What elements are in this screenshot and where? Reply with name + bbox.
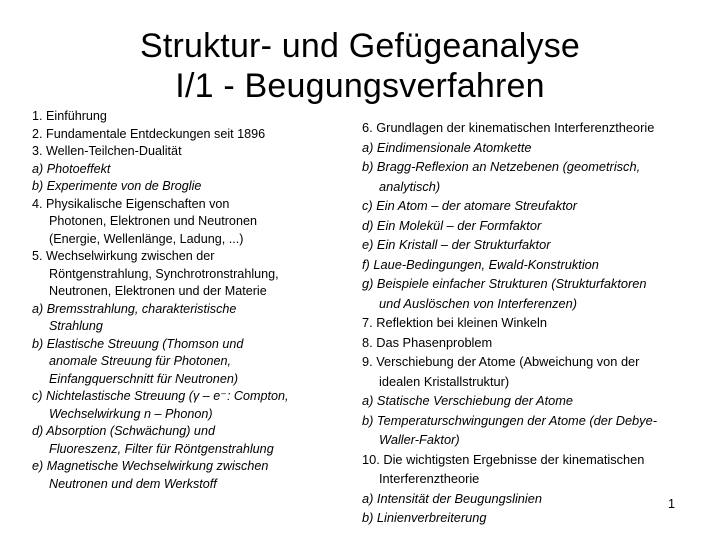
right-outline-column [362, 118, 702, 528]
outline-item-text: a) Photoeffekt [32, 161, 111, 176]
outline-item-text: 3. Wellen-Teilchen-Dualität [32, 144, 182, 158]
outline-item-text: c) Ein Atom – der atomare Streufaktor [362, 198, 578, 213]
outline-item-text: c) Nichtelastische Streuung (γ – e⁻: Compton, [32, 389, 289, 403]
outline-item [32, 143, 332, 161]
outline-item-text: 6. Grundlagen der kinematischen Interferenztheorie [362, 120, 655, 135]
outline-item [32, 196, 332, 249]
outline-item-text: b) Experimente von de Broglie [32, 179, 202, 193]
outline-item [362, 489, 702, 509]
outline-item [32, 108, 332, 126]
outline-item-text: 8. Das Phasenproblem [362, 334, 493, 350]
outline-item [32, 388, 332, 423]
outline-item-text: 2. Fundamentale Entdeckungen seit 1896 [32, 126, 266, 141]
outline-item-text: a) Statische Verschiebung der Atome [362, 393, 574, 408]
outline-item [32, 178, 332, 196]
outline-item-text: a) Intensität der Beugungslinien [362, 490, 542, 506]
outline-item-continuation: anomale Streuung für Photonen, [49, 354, 232, 368]
outline-item [362, 216, 702, 236]
outline-item [362, 313, 702, 333]
left-outline-column [32, 108, 332, 493]
outline-item-text: e) Ein Kristall – der Strukturfaktor [362, 237, 551, 252]
outline-item-text: a) Eindimensionale Atomkette [362, 139, 532, 155]
outline-item [32, 301, 332, 336]
outline-item-text: 4. Physikalische Eigenschaften von [32, 196, 230, 211]
outline-item-text: 9. Verschiebung der Atome (Abweichung von der [362, 354, 640, 369]
outline-item-text: b) Temperaturschwingungen der Atome (der Debye- [362, 412, 657, 428]
outline-item [32, 336, 332, 389]
outline-item-text: d) Ein Molekül – der Formfaktor [362, 217, 542, 233]
outline-item [32, 161, 332, 179]
outline-item [362, 411, 702, 450]
outline-item [362, 255, 702, 275]
outline-item-continuation: Neutronen, Elektronen und der Materie [49, 284, 267, 298]
outline-item-text: b) Linienverbreiterung [362, 510, 487, 525]
outline-item-text: f) Laue-Bedingungen, Ewald-Konstruktion [362, 256, 599, 272]
outline-item [32, 458, 332, 493]
outline-item-text: e) Magnetische Wechselwirkung zwischen [32, 459, 269, 473]
outline-item [362, 196, 702, 216]
slide-title-line-1: Struktur- und Gefügeanalyse [139, 27, 581, 65]
outline-item [362, 118, 702, 138]
outline-item [362, 450, 702, 489]
outline-item-text: d) Absorption (Schwächung) und [32, 424, 215, 438]
outline-item [32, 126, 332, 144]
outline-item-text: 5. Wechselwirkung zwischen der [32, 249, 215, 263]
outline-item [32, 248, 332, 301]
outline-item-continuation: Interferenztheorie [379, 471, 480, 486]
outline-item [362, 508, 702, 528]
outline-item-continuation: Wechselwirkung n – Phonon) [49, 406, 213, 421]
outline-item-text: a) Bremsstrahlung, charakteristische [32, 301, 237, 316]
outline-item-continuation: Neutronen und dem Werkstoff [49, 476, 217, 491]
outline-item [362, 235, 702, 255]
outline-item-continuation: Einfangquerschnitt für Neutronen) [49, 371, 239, 386]
outline-item [362, 352, 702, 391]
outline-item-text: b) Elastische Streuung (Thomson und [32, 336, 244, 351]
outline-item-text: g) Beispiele einfacher Strukturen (Strukturfaktoren [362, 276, 647, 291]
slide-title-line-2: I/1 - Beugungsverfahren [175, 67, 545, 105]
outline-item [32, 423, 332, 458]
outline-item-text: 10. Die wichtigsten Ergebnisse der kinematischen [362, 451, 645, 467]
outline-item [362, 157, 702, 196]
outline-item-continuation: und Auslöschen von Interferenzen) [379, 295, 578, 311]
outline-item [362, 391, 702, 411]
page-number: 1 [668, 497, 676, 511]
outline-item-continuation: (Energie, Wellenlänge, Ladung, ...) [49, 231, 244, 246]
outline-item [362, 333, 702, 353]
outline-item-continuation: Strahlung [49, 319, 103, 333]
outline-item-continuation: Röntgenstrahlung, Synchrotronstrahlung, [49, 266, 279, 281]
outline-item [362, 138, 702, 158]
outline-item-continuation: Photonen, Elektronen und Neutronen [49, 214, 257, 228]
outline-item-continuation: Waller-Faktor) [379, 432, 460, 447]
outline-item-continuation: idealen Kristallstruktur) [379, 373, 510, 389]
outline-item-continuation: analytisch) [379, 178, 441, 194]
outline-item-text: 1. Einführung [32, 109, 107, 123]
outline-item-continuation: Fluoreszenz, Filter für Röntgenstrahlung [49, 441, 274, 456]
outline-item-text: b) Bragg-Reflexion an Netzebenen (geometrisch, [362, 159, 641, 174]
outline-item [362, 274, 702, 313]
slide-title [0, 26, 720, 106]
outline-item-text: 7. Reflektion bei kleinen Winkeln [362, 315, 547, 330]
